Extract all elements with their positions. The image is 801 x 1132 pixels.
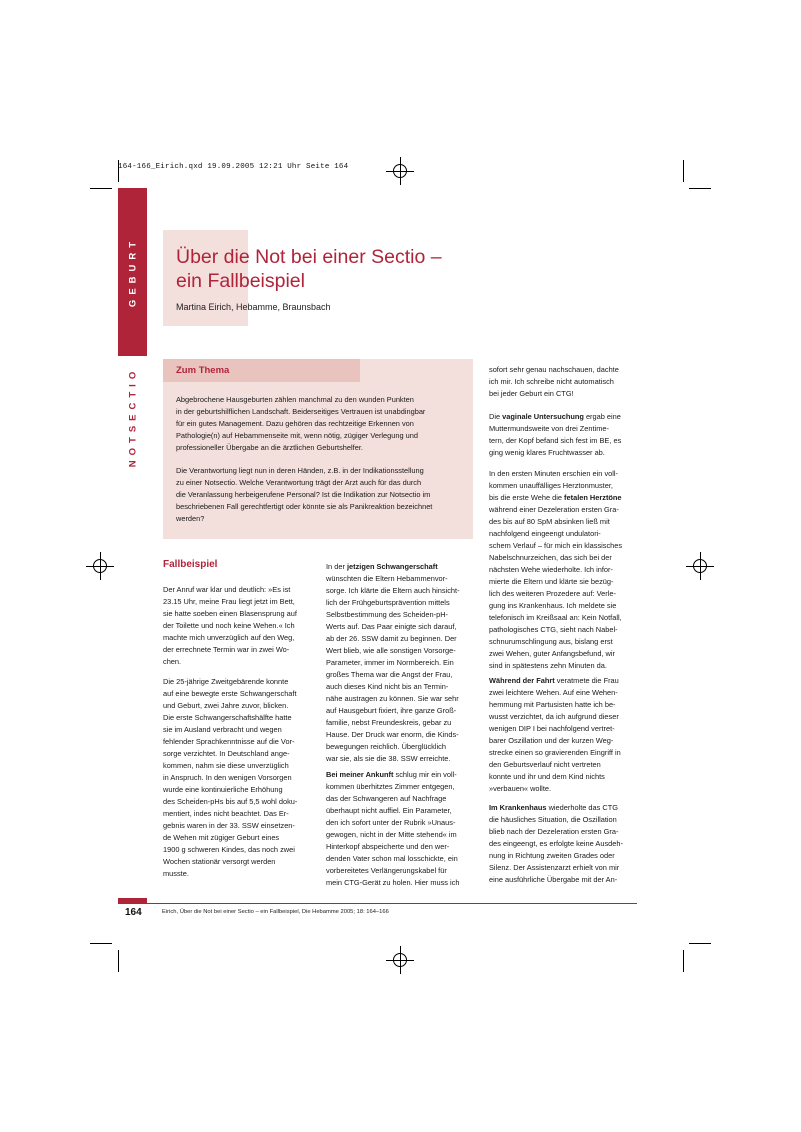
col3-paragraph-1: sofort sehr genau nachschauen, dachte ich mir. Ich schreibe nicht automatisch bei jeder Geburt ein CTG!: [489, 365, 619, 398]
crop-mark: [683, 160, 684, 182]
footer-citation: Eirich, Über die Not bei einer Sectio – ein Fallbeispiel, Die Hebamme 2005; 18: 164–166: [162, 909, 389, 915]
col2-paragraph-2: Bei meiner Ankunft schlug mir ein voll- kommen überhitztes Zimmer entgegen, das der Schwangeren auf Nachfrage überhaupt nicht auffiel. Ein Parameter, den ich sofort unter der Rubrik »Unaus- gewogen, nicht in der Mitte stehend« im Hinterkopf abspeicherte und den wer- denden Vater schon mal losschickte, ein vorbereitetes Verlängerungskabel für mein CTG-Gerät zu holen. Hier muss ich: [326, 770, 460, 887]
col3-paragraph-5: Im Krankenhaus wiederholte das CTG die häusliches Situation, die Oszillation blieb nach der Dezeleration ersten Gra- des eingeengt, es erfolgte keine Ausdeh- nung in Richtung zweiten Grades oder Silenz. Der Assistenzarzt erhielt von mir eine ausführliche Übergabe mit der An-: [489, 803, 623, 884]
crop-mark: [90, 943, 112, 944]
crop-mark: [90, 188, 112, 189]
footer-rule: [118, 903, 637, 904]
col3-paragraph-4: Während der Fahrt veratmete die Frau zwei leichtere Wehen. Auf eine Wehen- hemmung mit Partusisten hatte ich be- wusst verzichtet, da ich aufgrund dieser wenigen DIP I bei nachfolgend vertret- barer Oszillation und der kurzen Weg- strecke einen so gravierenden Eingriff in den Geburtsverlauf nicht vertreten konnte und ihr und dem Kind nichts »verbauen« wollte.: [489, 676, 621, 793]
article-title-line2: ein Fallbeispiel: [176, 270, 305, 292]
col3-paragraph-3: In den ersten Minuten erschien ein voll- kommen unauffälliges Herztonmuster, bis die erste Wehe die fetalen Herztöne während einer Dezeleration ersten Gra- des bis auf 80 SpM absinken ließ mit nachfolgend eingeengt undulatori- schem Verlauf – für mich ein klassisches Nabelschnurzeichen, das sich bei der nächsten Wehe wiederholte. Ich infor- mierte die Eltern und klärte sie bezüg- lich des weiteren Prozedere auf: Verle- gung ins Krankenhaus. Ich meldete sie telefonisch im Kreißsaal an: Kein Notfall, pathologisches CTG, sieht nach Nabel- schnurumschlingung aus, bislang erst zwei Wehen, guter Anfangsbefund, wir sind in spätestens zehn Minuten da.: [489, 469, 623, 670]
col1-paragraph-1: Der Anruf war klar und deutlich: »Es ist 23.15 Uhr, meine Frau liegt jetzt im Bett, sie hatte soeben einen Blasensprung auf der Toilette und noch keine Wehen.« Ich machte mich unverzüglich auf den Weg, der errechnete Termin war in zwei Wo- chen.: [163, 585, 297, 666]
crop-mark: [118, 950, 119, 972]
thema-heading: Zum Thema: [176, 365, 230, 376]
col3-paragraph-2: Die vaginale Untersuchung ergab eine Muttermundsweite von drei Zentime- tern, der Kopf befand sich fest im BE, es ging wenig klares Fruchtwasser ab.: [489, 412, 622, 457]
side-label-geburt: GEBURT: [127, 236, 139, 308]
print-slug: 164-166_Eirich.qxd 19.09.2005 12:21 Uhr Seite 164: [118, 163, 349, 171]
article-author: Martina Eirich, Hebamme, Braunsbach: [176, 302, 331, 312]
crop-mark: [689, 943, 711, 944]
page-number: 164: [125, 907, 142, 918]
crop-mark: [689, 188, 711, 189]
article-title: [176, 245, 442, 293]
side-label-notsectio: NOTSECTIO: [127, 366, 139, 468]
crop-mark: [683, 950, 684, 972]
col1-paragraph-2: Die 25-jährige Zweitgebärende konnte auf eine bewegte erste Schwangerschaft und Geburt, zwei Jahre zuvor, blicken. Die erste Schwangerschaftshälfte hatte sie im Ausland verbracht und wegen fehlender Sprachkenntnisse auf die Vor- sorge verzichtet. In Deutschland ange- kommen, nahm sie diese unverzüglich in Anspruch. In den wenigen Vorsorgen wurde eine kontinuierliche Erhöhung des Scheiden-pHs bis auf 5,5 wohl doku- mentiert, indes nicht beachtet. Das Er- gebnis waren in der 33. SSW einsetzen- de Wehen mit zügiger Geburt eines 1900 g schweren Kindes, das noch zwei Wochen stationär versorgt werden musste.: [163, 677, 298, 878]
thema-paragraph-1: Abgebrochene Hausgeburten zählen manchmal zu den wunden Punkten in der geburtshilflichen Landschaft. Beiderseitiges Vertrauen ist unabdingbar für ein gutes Management. Dazu gehören das rechtzeitige Erkennen von Pathologie(n) auf Hebammenseite mit, wenn nötig, zügiger Verlegung und professioneller Übergabe an die ärztlichen Geburtshelfer.: [176, 395, 426, 452]
article-title-line1: Über die Not bei einer Sectio –: [176, 246, 442, 268]
footer-accent: [118, 898, 147, 903]
thema-paragraph-2: Die Verantwortung liegt nun in deren Händen, z.B. in der Indikationsstellung zu einer Notsectio. Welche Verantwortung trägt der Arzt auch für das durch die Veranlassung herbeigerufene Personal? Ist die Indikation zur Notsectio im beschriebenen Fall gerechtfertigt oder könnte sie als Panikreaktion bezeichnet werden?: [176, 466, 433, 523]
col2-paragraph-1: In der jetzigen Schwangerschaft wünschten die Eltern Hebammenvor- sorge. Ich klärte die Eltern auch hinsicht- lich der Frühgeburtsprävention mittels Selbstbestimmung des Scheiden-pH- Werts auf. Das Paar einigte sich darauf, ab der 26. SSW damit zu beginnen. Der Wert blieb, wie alle sonstigen Vorsorge- Parameter, immer im Normbereich. Ein großes Thema war die Angst der Frau, auch dieses Kind nicht bis an Termin- nähe austragen zu können. Sie war sehr auf Hausgeburt fixiert, ihre ganze Groß- familie, nebst Freundeskreis, gebar zu Hause. Der Druck war enorm, die Kinds- bewegungen reichlich. Überglücklich war sie, als sie die 38. SSW erreichte.: [326, 562, 460, 763]
section-heading: Fallbeispiel: [163, 559, 218, 570]
